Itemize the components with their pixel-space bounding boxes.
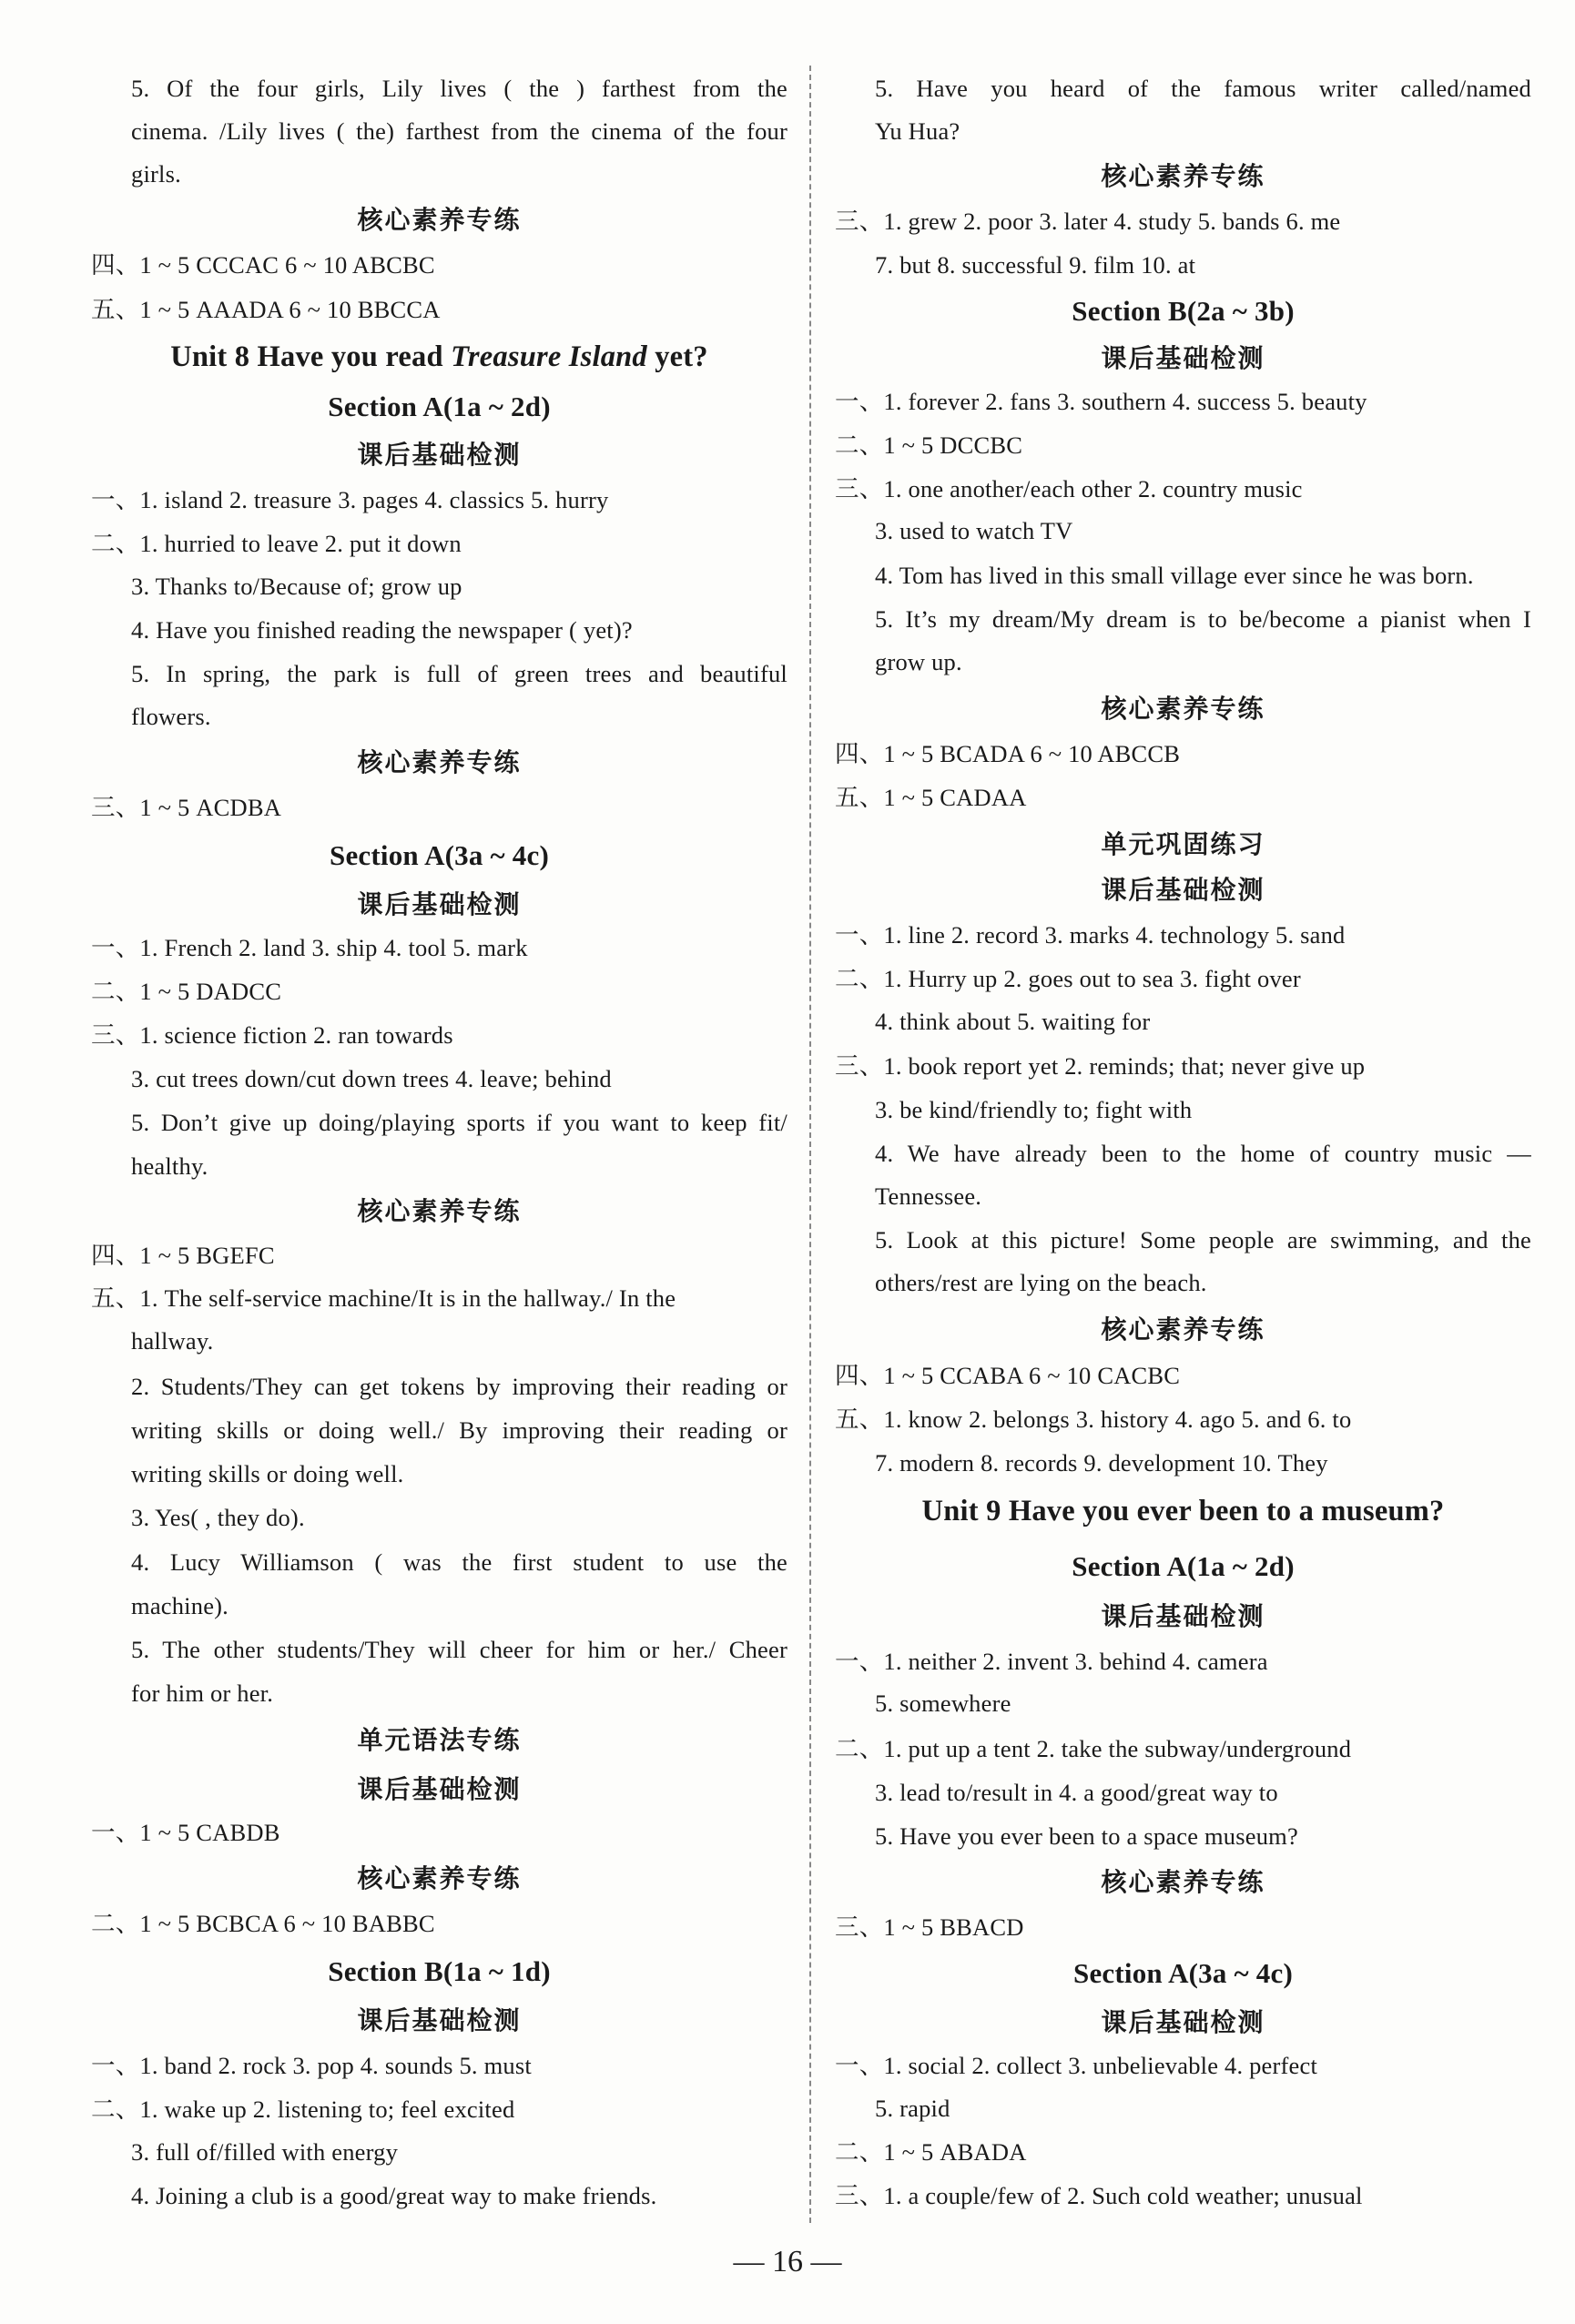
text-line: 5. rapid [875, 2095, 950, 2122]
subsection-heading: 课后基础检测 [1101, 875, 1265, 905]
subsection-heading: 核心素养专练 [1101, 1867, 1265, 1897]
text-line: 3. be kind/friendly to; fight with [875, 1096, 1193, 1123]
text-line: 4. Tom has lived in this small village ever since he was born. [875, 562, 1474, 589]
text-line: 5. It’s my dream/My dream is to be/become a pianist when I [875, 605, 1531, 633]
subsection-heading: 课后基础检测 [357, 1774, 522, 1804]
text-line: 4. Have you finished reading the newspaper ( yet)? [131, 616, 633, 644]
answer-line: 一、1. band 2. rock 3. pop 4. sounds 5. must [91, 2052, 532, 2079]
subsection-heading: 核心素养专练 [357, 747, 522, 777]
answer-line: 二、1. put up a tent 2. take the subway/underground [835, 1735, 1352, 1762]
answer-line: 一、1. social 2. collect 3. unbelievable 4. perfect [835, 2052, 1318, 2079]
text-line: machine). [131, 1592, 229, 1619]
answer-line [91, 1277, 788, 1320]
text-line: others/rest are lying on the beach. [875, 1269, 1207, 1296]
text-line: 4. Lucy Williamson ( was the first student to use the [131, 1548, 788, 1576]
text-line: grow up. [875, 648, 962, 675]
text-line: 5. Have you ever been to a space museum? [875, 1822, 1298, 1850]
text-line: for him or her. [131, 1680, 274, 1707]
text-line: 4. think about 5. waiting for [875, 1008, 1151, 1035]
answer-line: 二、1. Hurry up 2. goes out to sea 3. fight over [835, 965, 1301, 992]
text-line: 5. In spring, the park is full of green trees and beautiful [131, 660, 788, 687]
subsection-heading: 核心素养专练 [1101, 1314, 1265, 1345]
column-divider [809, 66, 811, 2223]
text-line: 3. Yes( , they do). [131, 1504, 305, 1531]
answer-line: 二、1. wake up 2. listening to; feel excited [91, 2096, 515, 2123]
text-segment: yet? [646, 340, 708, 373]
page-number: — 16 — [733, 2245, 842, 2278]
unit-heading [91, 336, 788, 379]
answer-line: 五、1 ~ 5 AAADA 6 ~ 10 BBCCA [91, 296, 441, 323]
answer-line: 三、1. one another/each other 2. country music [835, 475, 1303, 502]
text-line: 3. cut trees down/cut down trees 4. leave; behind [131, 1065, 612, 1092]
section-heading: Section A(1a ~ 2d) [328, 391, 551, 422]
text-line: flowers. [131, 703, 211, 730]
answer-line: 一、1. forever 2. fans 3. southern 4. success 5. beauty [835, 388, 1367, 415]
answer-line: 一、1. line 2. record 3. marks 4. technology 5. sand [835, 921, 1346, 949]
text-line: 3. full of/filled with energy [131, 2138, 399, 2166]
text-line: 5. Have you heard of the famous writer called/named [875, 75, 1531, 102]
text-line: Yu Hua? [875, 117, 960, 145]
answer-line: 四、1 ~ 5 BGEFC [91, 1242, 275, 1269]
section-heading: Section A(3a ~ 4c) [330, 839, 549, 871]
section-heading: Section A(3a ~ 4c) [1073, 1957, 1293, 1989]
text-line: cinema. /Lily lives ( the) farthest from the cinema of the four [131, 117, 788, 145]
subsection-heading: 课后基础检测 [357, 2005, 522, 2035]
text-line: 4. We have already been to the home of country music — [875, 1140, 1531, 1167]
text-line: 3. used to watch TV [875, 517, 1073, 544]
answer-line: 三、1 ~ 5 ACDBA [91, 794, 282, 821]
answer-line: 二、1 ~ 5 DADCC [91, 978, 282, 1005]
text-segment: Treasure Island [451, 340, 647, 373]
answer-line: 四、1 ~ 5 CCCAC 6 ~ 10 ABCBC [91, 251, 435, 279]
text-segment: 五、1. The self-service machine/It is in the hallway./ In the [91, 1284, 676, 1312]
answer-line: 五、1. know 2. belongs 3. history 4. ago 5. and 6. to [835, 1406, 1352, 1433]
unit-heading: Unit 9 Have you ever been to a museum? [921, 1495, 1445, 1527]
answer-line: 一、1. island 2. treasure 3. pages 4. classics 5. hurry [91, 486, 609, 513]
subsection-heading: 单元巩固练习 [1101, 829, 1265, 859]
answer-line: 二、1 ~ 5 ABADA [835, 2138, 1027, 2166]
subsection-heading: 课后基础检测 [357, 889, 522, 919]
text-line: 5. somewhere [875, 1690, 1011, 1717]
answer-line: 三、1. science fiction 2. ran towards [91, 1021, 453, 1049]
text-line: Tennessee. [875, 1182, 982, 1210]
subsection-heading: 课后基础检测 [1101, 2007, 1265, 2037]
text-segment: Unit 8 Have you read [170, 340, 452, 373]
section-heading: Section B(1a ~ 1d) [328, 1955, 551, 1987]
text-line: girls. [131, 160, 181, 188]
text-line: 4. Joining a club is a good/great way to make friends. [131, 2182, 657, 2209]
text-line: writing skills or doing well. [131, 1460, 404, 1487]
answer-line: 二、1. hurried to leave 2. put it down [91, 530, 462, 557]
answer-line: 四、1 ~ 5 CCABA 6 ~ 10 CACBC [835, 1362, 1181, 1389]
answer-line: 三、1. book report yet 2. reminds; that; never give up [835, 1052, 1366, 1080]
text-line: 3. lead to/result in 4. a good/great way to [875, 1779, 1278, 1806]
text-line: 5. Look at this picture! Some people are swimming, and the [875, 1226, 1531, 1253]
text-line: 2. Students/They can get tokens by improving their reading or [131, 1373, 788, 1400]
answer-line: 一、1. French 2. land 3. ship 4. tool 5. mark [91, 934, 528, 961]
answer-line: 三、1. grew 2. poor 3. later 4. study 5. bands 6. me [835, 208, 1341, 235]
text-line: 5. Don’t give up doing/playing sports if you want to keep fit/ [131, 1109, 788, 1136]
subsection-heading: 单元语法专练 [357, 1725, 522, 1755]
subsection-heading: 课后基础检测 [357, 440, 522, 470]
subsection-heading: 课后基础检测 [1101, 343, 1265, 373]
subsection-heading: 核心素养专练 [357, 1196, 522, 1226]
text-line: 5. The other students/They will cheer for him or her./ Cheer [131, 1636, 788, 1663]
subsection-heading: 核心素养专练 [1101, 694, 1265, 724]
answer-line: 二、1 ~ 5 DCCBC [835, 431, 1023, 459]
subsection-heading: 核心素养专练 [357, 1863, 522, 1893]
text-line: 5. Of the four girls, Lily lives ( the ) farthest from the [131, 75, 788, 102]
answer-line: 三、1. a couple/few of 2. Such cold weather; unusual [835, 2182, 1363, 2209]
answer-line: 四、1 ~ 5 BCADA 6 ~ 10 ABCCB [835, 740, 1181, 767]
answer-line: 三、1 ~ 5 BBACD [835, 1913, 1024, 1941]
answer-line: 一、1. neither 2. invent 3. behind 4. camera [835, 1648, 1268, 1675]
text-line: 3. Thanks to/Because of; grow up [131, 573, 462, 600]
subsection-heading: 核心素养专练 [357, 205, 522, 235]
text-line: healthy. [131, 1152, 208, 1180]
text-line: 7. modern 8. records 9. development 10. They [875, 1449, 1328, 1477]
text-line: 7. but 8. successful 9. film 10. at [875, 251, 1196, 279]
section-heading: Section A(1a ~ 2d) [1072, 1550, 1295, 1582]
section-heading: Section B(2a ~ 3b) [1072, 295, 1295, 327]
subsection-heading: 课后基础检测 [1101, 1601, 1265, 1631]
subsection-heading: 核心素养专练 [1101, 161, 1265, 191]
answer-line: 一、1 ~ 5 CABDB [91, 1819, 280, 1846]
text-line: writing skills or doing well./ By improving their reading or [131, 1416, 788, 1444]
answer-line: 五、1 ~ 5 CADAA [835, 784, 1027, 811]
text-line: hallway. [131, 1327, 214, 1355]
answer-line: 二、1 ~ 5 BCBCA 6 ~ 10 BABBC [91, 1910, 435, 1937]
